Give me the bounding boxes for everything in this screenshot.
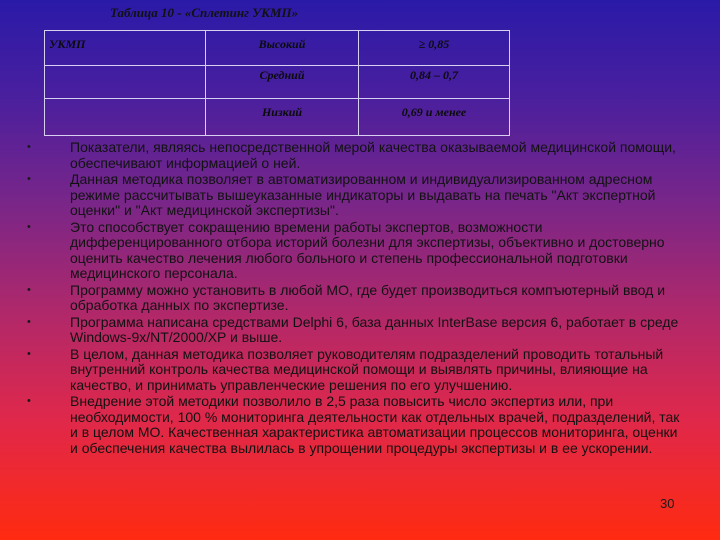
list-item [27,393,682,456]
table-cell: УКМП [45,31,206,66]
bullet-list [27,139,682,457]
list-item-text: Это способствует сокращению времени работы экспертов, возможности дифференцированного отбора историй болезни для экспертизы, объективно и достоверно оценить качество лечения любого больного и степень профессиональной подготовки медицинского персонала. [70,218,665,281]
bullet-icon: • [27,220,31,233]
table-cell: Низкий [206,99,359,136]
table-cell: 0,84 – 0,7 [359,66,510,99]
table-row [45,99,510,136]
list-item [27,345,682,394]
bullet-icon: • [27,173,31,185]
table-cell [45,99,206,136]
table-caption: Таблица 10 - «Сплетинг УКМП» [110,5,299,20]
page-number: 30 [660,496,675,511]
list-item [27,281,682,314]
bullet-icon: • [27,315,31,328]
table-cell: Средний [206,66,359,99]
table-cell: 0,69 и менее [359,99,510,136]
rating-table [44,30,510,136]
list-item-text: Показатели, являясь непосредственной мерой качества оказываемой медицинской помощи, обеспечивают информацией о ней. [70,139,676,171]
list-item [27,218,682,282]
bullet-icon: • [27,395,31,407]
bullet-icon: • [27,141,31,153]
list-item-text: Данная методика позволяет в автоматизированном и индивидуализированном адресном режиме рассчитывать вышеуказанные индикаторы и выдавать на печать "Акт экспертной оценки" и "Акт медицинской экспертизы". [70,171,656,218]
bullet-icon: • [27,283,31,296]
table-row [45,31,510,66]
table-cell: Высокий [206,31,359,66]
list-item [27,171,682,219]
list-item-text: В целом, данная методика позволяет руководителям подразделений проводить тотальный внутренний контроль качества медицинской помощи и выявлять причины, влияющие на качество, и принимать управленческие решения по его улучшению. [70,345,664,393]
bullet-icon: • [27,347,31,360]
table-cell: ≥ 0,85 [359,31,510,66]
list-item-text: Программа написана средствами Delphi 6, база данных InterBase версия 6, работает в среде Windows-9x/NT/2000/XP и выше. [70,313,679,345]
list-item-text: Программу можно установить в любой МО, где будет производиться компъютерный ввод и обработка данных по экспертизе. [70,281,666,313]
table-cell [45,66,206,99]
table-row [45,66,510,99]
list-item [27,139,682,171]
list-item [27,313,682,346]
list-item-text: Внедрение этой методики позволило в 2,5 раза повысить число экспертиз или, при необходимости, 100 % мониторинга деятельности как отдельных врачей, подразделений, так и в целом МО. Качественная характеристика автоматизации процессов мониторинга, оценки и обеспечения качества вылилась в упрощении процедуры экспертизы и в ее ускорении. [70,393,680,456]
